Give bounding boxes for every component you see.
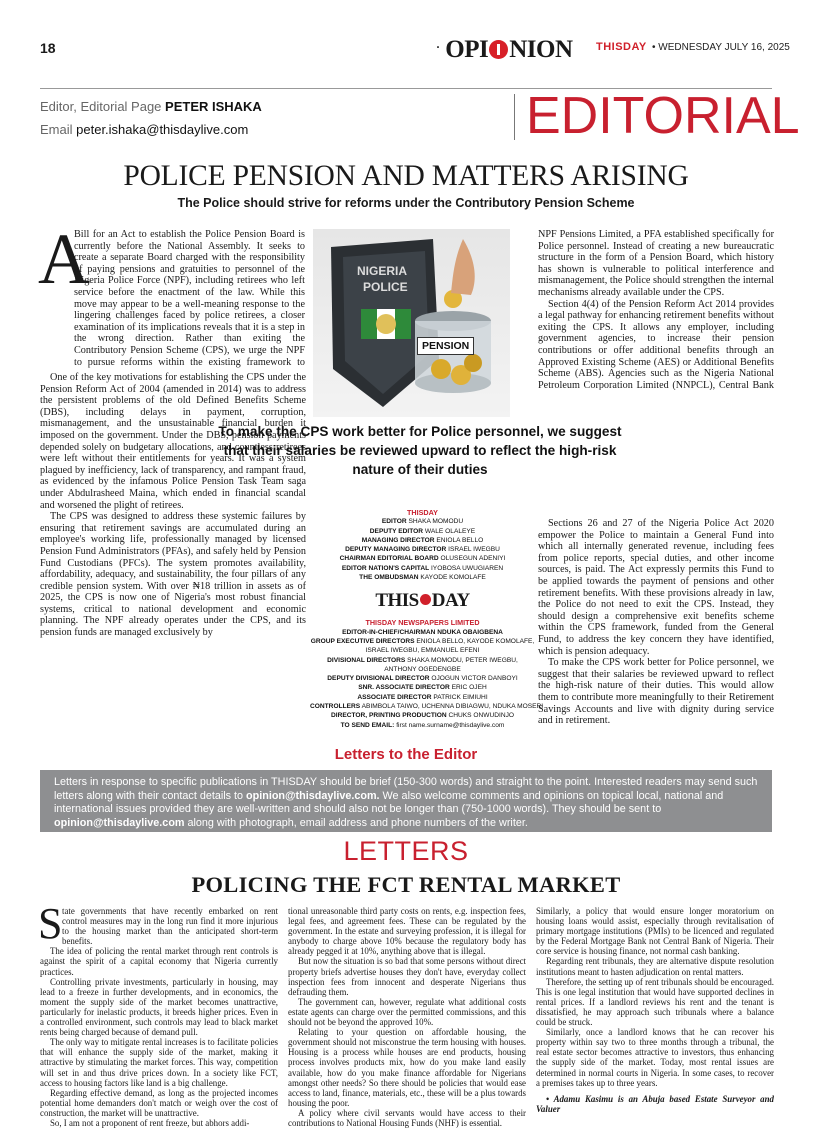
letter-paragraph: But now the situation is so bad that some persons without direct property briefs advertise houses they don't have, everyday collect inspection fees from innocent and desperate Nigerians thus defrauding them. — [288, 956, 526, 997]
editorial-paragraph: Bill for an Act to establish the Police Pension Board is currently before the National Assembly. It seeks to create a separate Board charged with the responsibility of paying pensions and gratuities to personnel of the Nigeria Police Force (NPF), including retirees who left service before the enactment of the law. While this move may appear to be a well-meaning response to the lingering challenges faced by police retirees, a closer examination of its implications reveals that it is a step in the wrong direction. Rather than exiting the Contributory Pension Scheme (CPS), we urge the NPF to pursue reforms within the existing framework to — [74, 229, 305, 368]
editorial-paragraph: Sections 26 and 27 of the Nigeria Police Act 2020 empower the Police to maintain a General Fund into which all internally generated revenue, including fees from police reports, special duties, and other income sources, is paid. The Act expressly permits this Fund to be applied towards the payment of pensions and other retirement benefits. With these provisions already in law, the Police do not need to exit the CPS. Instead, they should design a comprehensive exit benefits scheme within the CPS framework, funded from the General Fund, to address the key concern they have identified, which is pension adequacy. — [538, 518, 774, 657]
staff-person: IYOBOSA UWUGIAREN — [430, 564, 504, 572]
staff-person: ABIMBOLA TAIWO, UCHENNA DIBIAGWU, NDUKA MOSERI — [361, 703, 544, 711]
letters-box-title: Letters to the Editor — [334, 746, 478, 763]
section-logo-right: NION — [509, 36, 573, 63]
letters-headline: POLICING THE FCT RENTAL MARKET — [191, 872, 621, 897]
email-line — [40, 122, 248, 137]
staff-line — [310, 527, 535, 536]
staff-line — [310, 693, 535, 702]
staff-role: DIVISIONAL DIRECTORS — [327, 656, 406, 664]
staff-role: TO SEND EMAIL: — [340, 721, 395, 729]
editor-email[interactable]: peter.ishaka@thisdaylive.com — [76, 122, 249, 137]
staff-person: ERIC OJEH — [451, 684, 487, 692]
section-logo-left: OPI — [445, 36, 489, 63]
letter-paragraph: Controlling private investments, particularly in housing, may lead to a freeze in further developments, and in economics, the moment the supply side of the market becomes unattractive, particularly for inelastic products, it breeds higher prices. Even in a controlled environment, such controls may lead to black market rents being charged because of demand pull. — [40, 976, 278, 1038]
logo-right: DAY — [431, 590, 470, 612]
letters-column-1 — [40, 906, 278, 1136]
letter-paragraph: Regarding rent tribunals, they are alternative dispute resolution institutions meant to hasten adjudication on rental matters. — [536, 956, 774, 977]
editorial-headline: POLICE PENSION AND MATTERS ARISING — [123, 160, 689, 192]
staff-list-2 — [310, 637, 544, 730]
staff-line — [310, 702, 544, 711]
letters-section-title: LETTERS — [343, 836, 469, 866]
staff-box — [310, 508, 544, 730]
section-logo: · OPI NION — [436, 36, 573, 63]
staff-line — [310, 646, 535, 655]
letter-paragraph: tate governments that have recently embarked on rent control measures may in the long run find it more injurious to the housing market than the anticipated short-term benefits. — [62, 906, 278, 947]
letters-column-2 — [288, 906, 526, 1136]
letters-email-link-2[interactable]: opinion@thisdaylive.com — [54, 816, 185, 829]
logo-left: THIS — [375, 590, 419, 612]
staff-line — [310, 656, 535, 665]
letter-paragraph: Relating to your question on affordable housing, the government should not misconstrue the term housing with houses. Housing is a process while houses are end products, housing process involves products mix, how do you make land easily available, how do you make finance affordable for Nigerians amongst other needs? So there should be policies that would ease access to land, finance, materials, etc., these will be a plus towards housing the poor. — [288, 1027, 526, 1108]
pension-jar-label: PENSION — [417, 337, 474, 355]
letter-paragraph: Regarding effective demand, as long as the projected incomes potential home demanders don't match or weigh over the cost of construction, the market will be unattractive. — [40, 1087, 278, 1118]
masthead-divider — [514, 94, 515, 140]
staff-line — [310, 564, 535, 573]
staff-role: EDITOR NATION'S CAPITAL — [341, 564, 430, 572]
staff-paper-name: THISDAY — [407, 508, 438, 517]
editorial-paragraph: One of the key motivations for establishing the CPS under the Pension Reform Act of 2004 (amended in 2014) was to address the persistent problems of the old Defined Benefits Scheme (DBS), including delays in payment, corruption, mismanagement, and the unsustainable financial burden it imposed on the government. Under the DBS, pension payments depended solely on budgetary allocations, and countless retirees were left without their entitlements for years. It was a system plagued by inefficiency, lack of transparency, and rampant fraud, as evidenced by the infamous Police Pension Task Team saga under Abdulrasheed Maina, which ended in financial scandal and worsened the plight of retirees. — [40, 372, 306, 511]
letter-paragraph: tional unreasonable third party costs on rents, e.g. inspection fees, legal fees, and agreement fees. These can be regulated by the government. In the estate and surveying profession, it is illegal for anybody to charge above 10% because the regulatory body has already pegged it at 10%, anything above that is illegal. — [288, 906, 526, 957]
letters-email-link[interactable]: opinion@thisdaylive.com. — [246, 789, 380, 802]
staff-person: WALE OLALEYE — [424, 527, 476, 535]
staff-role: THE OMBUDSMAN — [359, 574, 419, 582]
staff-line — [310, 721, 535, 730]
email-label: Email — [40, 122, 73, 137]
letters-box — [40, 770, 772, 832]
staff-role: DIRECTOR, PRINTING PRODUCTION — [330, 712, 447, 720]
staff-line — [310, 554, 535, 563]
editorial-paragraph: To make the CPS work better for Police personnel, we suggest that their salaries be reviewed upward to reflect the high-risk nature of their duties. This would allow them to contribute more meaningfully to their Retirement Savings Accounts and live with dignity during service and in retirement. — [538, 657, 774, 727]
staff-role: DEPUTY MANAGING DIRECTOR — [345, 546, 447, 554]
brand-name: THISDAY — [596, 41, 647, 53]
staff-role: SNR. ASSOCIATE DIRECTOR — [358, 684, 450, 692]
letter-paragraph: The government can, however, regulate what additional costs estate agents can charge over the permitted commissions, and this should not be beyond the approved 10%. — [288, 996, 526, 1028]
letter-paragraph: So, I am not a proponent of rent freeze, but abhors addi- — [50, 1117, 250, 1128]
letters-column-3 — [536, 906, 774, 1136]
staff-person: SHAKA MOMODU, PETER IWEGBU, — [407, 656, 518, 664]
editorial-paragraph: The CPS was designed to address these systemic failures by ensuring that retirement savings are accumulated during an employee's working life, professionally managed by licensed Pension Fund Administrators (PFAs), and safely held by Pension Fund Custodians (PFCs). The system promotes availability, affordability, adequacy, and sustainability, the four pillars of any credible pension system. With over ₦18 trillion in assets as of 2025, the CPS is now one of Nigeria's most robust financial systems, critical to national development and economic planning. The NPF already operates under the CPS, and its pension funds are managed exclusively by — [40, 511, 306, 639]
staff-line — [310, 674, 535, 683]
editorial-subheadline: The Police should strive for reforms under the Contributory Pension Scheme — [177, 196, 635, 210]
letter-paragraph: Therefore, the setting up of rent tribunals should be encouraged. This is one legal institution that would have supported declines in rental prices. If a landlord reviews his rent and the tenant is dissatisfied, he may approach such tribunals where a balance could be struck. — [536, 976, 774, 1028]
staff-person: KAYODE KOMOLAFE — [420, 574, 486, 582]
staff-role: DEPUTY DIVISIONAL DIRECTOR — [327, 675, 430, 683]
staff-eic: EDITOR-IN-CHIEF/CHAIRMAN NDUKA OBAIGBENA — [342, 628, 503, 636]
staff-person: ENIOLA BELLO, KAYODE KOMOLAFE, — [416, 637, 535, 645]
staff-company: THISDAY NEWSPAPERS LIMITED — [365, 618, 480, 628]
staff-person: ISRAEL IWEGBU — [448, 546, 500, 554]
staff-person: OJOGUN VICTOR DANBOYI — [431, 675, 518, 683]
staff-person: first name.surname@thisdaylive.com — [396, 721, 505, 729]
staff-role: CHAIRMAN EDITORIAL BOARD — [339, 555, 439, 563]
editorial-dropcap: A — [38, 219, 90, 299]
staff-role: ASSOCIATE DIRECTOR — [357, 693, 432, 701]
letter-signoff: • Adamu Kasimu is an Abuja based Estate Surveyor and Valuer — [536, 1093, 774, 1114]
letters-box-text-c: along with photograph, email address and phone numbers of the writer. — [184, 816, 528, 829]
staff-person: OLUSEGUN ADENIYI — [440, 555, 506, 563]
letter-paragraph: The only way to mitigate rental increases is to facilitate policies that will enhance the supply side of the market, making it attractive by stimulating the market forces. This way, competition will set in and thus drive prices down. In a society like FCT, access to housing factors like land is a big challenge. — [40, 1037, 278, 1088]
badge-text-bottom: POLICE — [363, 280, 408, 294]
letters-dropcap: S — [38, 899, 63, 948]
staff-line — [310, 545, 535, 554]
staff-person: ISRAEL IWEGBU, EMMANUEL EFENI — [365, 647, 480, 655]
pull-quote: To make the CPS work better for Police personnel, we suggest that their salaries be reviewed upward to reflect the high-risk nature of their duties — [218, 424, 622, 477]
letter-paragraph: Similarly, a policy that would ensure longer moratorium on housing loans would assist, especially through revitalisation of primary mortgage institutions (PMIs) to be licenced and regulated by the Federal Mortgage Bank not Central Bank of Nigeria. Their core service is housing finance, not normal cash banking. — [536, 906, 774, 957]
pension-graphic — [313, 229, 510, 417]
editor-line — [40, 99, 262, 114]
editorial-column-2-right — [628, 393, 774, 519]
editorial-column-2 — [538, 229, 774, 390]
staff-list — [310, 517, 535, 582]
letter-paragraph: Similarly, once a landlord knows that he can recover his property within say two to three months through a tribunal, the real estate sector becomes attractive to investors, thus enhancing the supply side of the market. Today, most rental issues are determined in normal courts in Nigeria. In some cases, to recover a premises takes up to three years. — [536, 1027, 774, 1088]
staff-person: ANTHONY OGEDENGBE — [384, 665, 461, 673]
staff-role: DEPUTY EDITOR — [369, 527, 424, 535]
editor-name: PETER ISHAKA — [165, 99, 262, 114]
editorial-column-1 — [40, 229, 305, 368]
staff-person: ENIOLA BELLO — [436, 536, 484, 544]
badge-text-top: NIGERIA — [357, 264, 408, 278]
letter-paragraph: The idea of policing the rental market through rent controls is against the spirit of a capital economy that Nigeria currently practices. — [40, 946, 278, 977]
staff-line — [310, 711, 535, 720]
editorial-column-2-continued — [538, 518, 774, 758]
staff-person: PATRICK EIMIUHI — [433, 693, 488, 701]
logo-sun-icon — [420, 594, 431, 605]
thisday-logo — [310, 590, 535, 612]
staff-line — [310, 536, 535, 545]
editorial-paragraph: Section 4(4) of the Pension Reform Act 2014 provides a legal pathway for enhancing retirement benefits without exiting the CPS. It allows any employer, including government agencies, to increase their pension contributions or offer additional benefits through an Approved Existing Scheme (AES) or Additional Benefits Scheme (ABS). Agencies such as the Nigeria National Petroleum Corporation Limited (NNPCL), Central Bank — [538, 298, 774, 390]
staff-person: CHUKS ONWUDINJO — [448, 712, 515, 720]
staff-line — [310, 683, 535, 692]
letter-paragraph: A policy where civil servants would have access to their contributions to National Housing Funds (NHF) is essential. — [288, 1107, 526, 1128]
section-logo-o-icon — [489, 40, 508, 59]
editorial-paragraph: NPF Pensions Limited, a PFA established specifically for Police personnel. Instead of creating a new bureaucratic structure in the form of a Pension Board, which history has shown is vulnerable to political interference and mismanagement, the Police should strengthen the internal mechanisms already available under the CPS. — [538, 229, 774, 298]
staff-line — [310, 573, 535, 582]
letters-box-text-b: We also welcome comments and opinions on topical local, national and international issues provided they are well-written and should also not be longer than (750-1000 words). They should be sent to — [54, 789, 724, 815]
staff-person: SHAKA MOMODU — [408, 518, 464, 526]
section-title: EDITORIAL — [526, 87, 800, 145]
staff-line — [310, 665, 535, 674]
police-pension-illustration — [313, 229, 510, 417]
letters-box-text-a: Letters in response to specific publications in THISDAY should be brief (150-300 words) and straight to the point. Interested readers may send such letters along with their contact details to — [54, 776, 758, 802]
staff-role: GROUP EXECUTIVE DIRECTORS — [310, 637, 415, 645]
editor-label: Editor, Editorial Page — [40, 99, 162, 114]
staff-line — [310, 517, 535, 526]
staff-line — [310, 637, 535, 646]
page-number: 18 — [40, 40, 56, 56]
staff-role: CONTROLLERS — [310, 703, 361, 711]
staff-role: MANAGING DIRECTOR — [361, 536, 435, 544]
issue-date: • WEDNESDAY JULY 16, 2025 — [652, 42, 790, 53]
staff-role: EDITOR — [381, 518, 407, 526]
